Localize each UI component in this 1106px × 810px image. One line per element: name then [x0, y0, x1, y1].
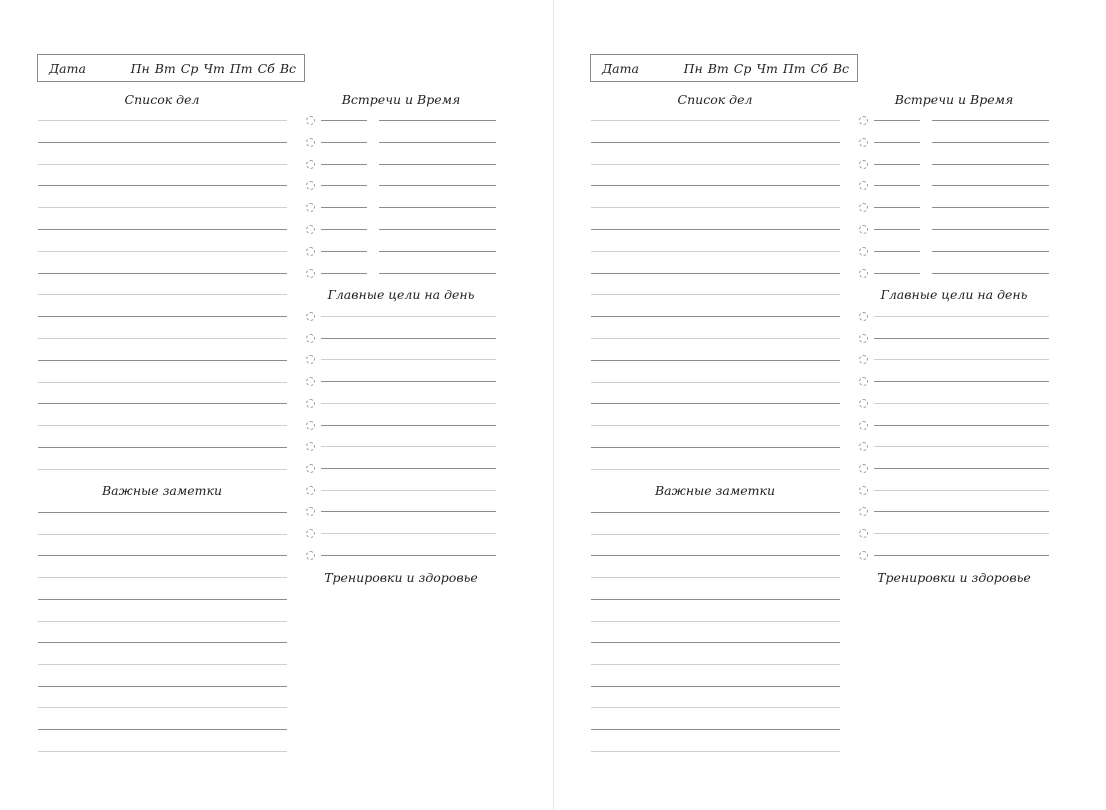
goal-line[interactable]	[321, 533, 496, 534]
goal-checkbox[interactable]	[306, 421, 315, 430]
meeting-time-line[interactable]	[321, 185, 367, 186]
goal-checkbox[interactable]	[306, 377, 315, 386]
goal-line[interactable]	[321, 403, 496, 404]
meeting-time-line[interactable]	[874, 207, 920, 208]
notes-title: Важные заметки	[101, 483, 223, 498]
goal-line[interactable]	[321, 316, 496, 317]
meeting-checkbox[interactable]	[306, 160, 315, 169]
notes-line[interactable]	[38, 686, 287, 687]
notes-line[interactable]	[591, 512, 840, 513]
todo-line[interactable]	[591, 207, 840, 208]
meeting-checkbox[interactable]	[859, 225, 868, 234]
todo-line[interactable]	[38, 273, 287, 274]
notes-line[interactable]	[38, 707, 287, 708]
goal-line[interactable]	[874, 490, 1049, 491]
todo-line[interactable]	[591, 273, 840, 274]
meeting-time-line[interactable]	[321, 120, 367, 121]
goal-checkbox[interactable]	[859, 551, 868, 560]
goal-checkbox[interactable]	[306, 486, 315, 495]
weekday-4[interactable]: Чт	[203, 61, 225, 76]
todo-line[interactable]	[591, 120, 840, 121]
todo-line[interactable]	[38, 164, 287, 165]
date-box	[37, 54, 305, 82]
meeting-time-line[interactable]	[321, 207, 367, 208]
todo-line[interactable]	[38, 425, 287, 426]
notes-line[interactable]	[591, 664, 840, 665]
meeting-time-line[interactable]	[321, 164, 367, 165]
notes-line[interactable]	[591, 707, 840, 708]
goal-checkbox[interactable]	[859, 377, 868, 386]
todo-line[interactable]	[38, 360, 287, 361]
todo-line[interactable]	[38, 185, 287, 186]
goal-line[interactable]	[321, 446, 496, 447]
notes-line[interactable]	[591, 621, 840, 622]
meeting-time-line[interactable]	[874, 229, 920, 230]
meeting-time-line[interactable]	[321, 229, 367, 230]
todo-line[interactable]	[38, 294, 287, 295]
goals-title: Главные цели на день	[327, 287, 475, 302]
todo-line[interactable]	[591, 142, 840, 143]
weekday-1[interactable]: Пн	[683, 61, 703, 76]
todo-line[interactable]	[38, 469, 287, 470]
notes-line[interactable]	[38, 534, 287, 535]
meeting-detail-line[interactable]	[932, 207, 1049, 208]
fitness-title: Тренировки и здоровье	[324, 570, 478, 585]
date-label: Дата	[49, 61, 86, 76]
todo-title: Список дел	[124, 92, 200, 107]
meeting-detail-line[interactable]	[379, 120, 496, 121]
meeting-detail-line[interactable]	[932, 273, 1049, 274]
goal-checkbox[interactable]	[306, 464, 315, 473]
goal-checkbox[interactable]	[306, 507, 315, 516]
todo-line[interactable]	[38, 251, 287, 252]
notes-line[interactable]	[591, 555, 840, 556]
todo-line[interactable]	[38, 403, 287, 404]
todo-line[interactable]	[38, 229, 287, 230]
notes-line[interactable]	[38, 512, 287, 513]
goal-checkbox[interactable]	[306, 312, 315, 321]
goals-title: Главные цели на день	[880, 287, 1028, 302]
todo-line[interactable]	[591, 316, 840, 317]
goal-line[interactable]	[874, 359, 1049, 360]
weekday-1[interactable]: Пн	[130, 61, 150, 76]
meeting-checkbox[interactable]	[306, 203, 315, 212]
notes-line[interactable]	[591, 686, 840, 687]
todo-line[interactable]	[38, 316, 287, 317]
meeting-checkbox[interactable]	[306, 269, 315, 278]
todo-line[interactable]	[591, 229, 840, 230]
weekday-3[interactable]: Ср	[180, 61, 199, 76]
notes-line[interactable]	[38, 642, 287, 643]
weekday-6[interactable]: Сб	[810, 61, 828, 76]
goal-line[interactable]	[321, 468, 496, 469]
todo-line[interactable]	[38, 447, 287, 448]
goal-line[interactable]	[321, 511, 496, 512]
date-box	[590, 54, 858, 82]
todo-line[interactable]	[591, 469, 840, 470]
meeting-detail-line[interactable]	[379, 164, 496, 165]
weekday-3[interactable]: Ср	[733, 61, 752, 76]
notes-line[interactable]	[38, 664, 287, 665]
weekday-5[interactable]: Пт	[782, 61, 806, 76]
notes-line[interactable]	[38, 555, 287, 556]
todo-line[interactable]	[591, 425, 840, 426]
notes-line[interactable]	[591, 534, 840, 535]
todo-line[interactable]	[591, 164, 840, 165]
meeting-time-line[interactable]	[874, 142, 920, 143]
meeting-checkbox[interactable]	[859, 203, 868, 212]
weekday-list	[131, 61, 296, 76]
goal-checkbox[interactable]	[306, 355, 315, 364]
goal-line[interactable]	[874, 468, 1049, 469]
meeting-detail-line[interactable]	[932, 164, 1049, 165]
goal-line[interactable]	[874, 533, 1049, 534]
goal-checkbox[interactable]	[859, 507, 868, 516]
notes-line[interactable]	[38, 751, 287, 752]
goal-line[interactable]	[874, 425, 1049, 426]
todo-line[interactable]	[38, 338, 287, 339]
todo-line[interactable]	[38, 382, 287, 383]
notes-line[interactable]	[38, 577, 287, 578]
goal-checkbox[interactable]	[859, 399, 868, 408]
meeting-time-line[interactable]	[874, 273, 920, 274]
goal-checkbox[interactable]	[306, 399, 315, 408]
todo-line[interactable]	[38, 120, 287, 121]
goal-line[interactable]	[874, 555, 1049, 556]
goal-checkbox[interactable]	[306, 334, 315, 343]
goal-line[interactable]	[321, 555, 496, 556]
meeting-checkbox[interactable]	[859, 181, 868, 190]
goal-checkbox[interactable]	[306, 551, 315, 560]
weekday-list	[684, 61, 849, 76]
meeting-time-line[interactable]	[321, 273, 367, 274]
meeting-time-line[interactable]	[321, 142, 367, 143]
goal-checkbox[interactable]	[859, 464, 868, 473]
meeting-detail-line[interactable]	[932, 229, 1049, 230]
notes-line[interactable]	[38, 599, 287, 600]
goal-checkbox[interactable]	[859, 421, 868, 430]
meeting-time-line[interactable]	[874, 185, 920, 186]
weekday-2[interactable]: Вт	[154, 61, 176, 76]
todo-line[interactable]	[38, 207, 287, 208]
notes-line[interactable]	[38, 621, 287, 622]
meeting-time-line[interactable]	[321, 251, 367, 252]
goal-checkbox[interactable]	[859, 486, 868, 495]
meeting-checkbox[interactable]	[306, 181, 315, 190]
todo-line[interactable]	[38, 142, 287, 143]
meeting-checkbox[interactable]	[859, 269, 868, 278]
meeting-checkbox[interactable]	[859, 247, 868, 256]
weekday-7[interactable]: Вс	[279, 61, 296, 76]
meeting-detail-line[interactable]	[932, 185, 1049, 186]
meeting-checkbox[interactable]	[306, 116, 315, 125]
meeting-detail-line[interactable]	[932, 120, 1049, 121]
date-label: Дата	[602, 61, 639, 76]
todo-line[interactable]	[591, 403, 840, 404]
todo-line[interactable]	[591, 294, 840, 295]
todo-line[interactable]	[591, 251, 840, 252]
goal-line[interactable]	[874, 403, 1049, 404]
todo-line[interactable]	[591, 338, 840, 339]
meeting-time-line[interactable]	[874, 251, 920, 252]
meetings-title: Встречи и Время	[894, 92, 1014, 107]
meeting-detail-line[interactable]	[379, 142, 496, 143]
meeting-detail-line[interactable]	[932, 251, 1049, 252]
meeting-checkbox[interactable]	[859, 116, 868, 125]
meeting-time-line[interactable]	[874, 120, 920, 121]
goal-checkbox[interactable]	[859, 355, 868, 364]
meeting-checkbox[interactable]	[306, 225, 315, 234]
meeting-detail-line[interactable]	[379, 229, 496, 230]
goal-checkbox[interactable]	[306, 529, 315, 538]
notes-line[interactable]	[591, 577, 840, 578]
meeting-checkbox[interactable]	[306, 247, 315, 256]
goal-checkbox[interactable]	[859, 312, 868, 321]
meeting-detail-line[interactable]	[932, 142, 1049, 143]
meetings-title: Встречи и Время	[341, 92, 461, 107]
goal-checkbox[interactable]	[859, 529, 868, 538]
meeting-checkbox[interactable]	[859, 138, 868, 147]
goal-checkbox[interactable]	[859, 442, 868, 451]
goal-line[interactable]	[874, 338, 1049, 339]
todo-line[interactable]	[591, 185, 840, 186]
goal-line[interactable]	[874, 381, 1049, 382]
meeting-detail-line[interactable]	[379, 251, 496, 252]
goal-line[interactable]	[321, 490, 496, 491]
goal-line[interactable]	[874, 446, 1049, 447]
goal-line[interactable]	[321, 381, 496, 382]
planner-page-right	[553, 0, 1106, 810]
notes-line[interactable]	[591, 642, 840, 643]
meeting-time-line[interactable]	[874, 164, 920, 165]
goal-line[interactable]	[321, 359, 496, 360]
goal-line[interactable]	[321, 425, 496, 426]
fitness-title: Тренировки и здоровье	[877, 570, 1031, 585]
goal-line[interactable]	[874, 511, 1049, 512]
meeting-detail-line[interactable]	[379, 207, 496, 208]
meeting-detail-line[interactable]	[379, 273, 496, 274]
weekday-6[interactable]: Сб	[257, 61, 275, 76]
meeting-checkbox[interactable]	[306, 138, 315, 147]
weekday-4[interactable]: Чт	[756, 61, 778, 76]
weekday-7[interactable]: Вс	[832, 61, 849, 76]
meeting-detail-line[interactable]	[379, 185, 496, 186]
weekday-5[interactable]: Пт	[229, 61, 253, 76]
todo-line[interactable]	[591, 360, 840, 361]
notes-line[interactable]	[38, 729, 287, 730]
goal-checkbox[interactable]	[306, 442, 315, 451]
goal-line[interactable]	[874, 316, 1049, 317]
meeting-checkbox[interactable]	[859, 160, 868, 169]
goal-checkbox[interactable]	[859, 334, 868, 343]
notes-line[interactable]	[591, 751, 840, 752]
todo-line[interactable]	[591, 447, 840, 448]
weekday-2[interactable]: Вт	[707, 61, 729, 76]
todo-line[interactable]	[591, 382, 840, 383]
notes-line[interactable]	[591, 729, 840, 730]
goal-line[interactable]	[321, 338, 496, 339]
notes-title: Важные заметки	[654, 483, 776, 498]
todo-title: Список дел	[677, 92, 753, 107]
notes-line[interactable]	[591, 599, 840, 600]
